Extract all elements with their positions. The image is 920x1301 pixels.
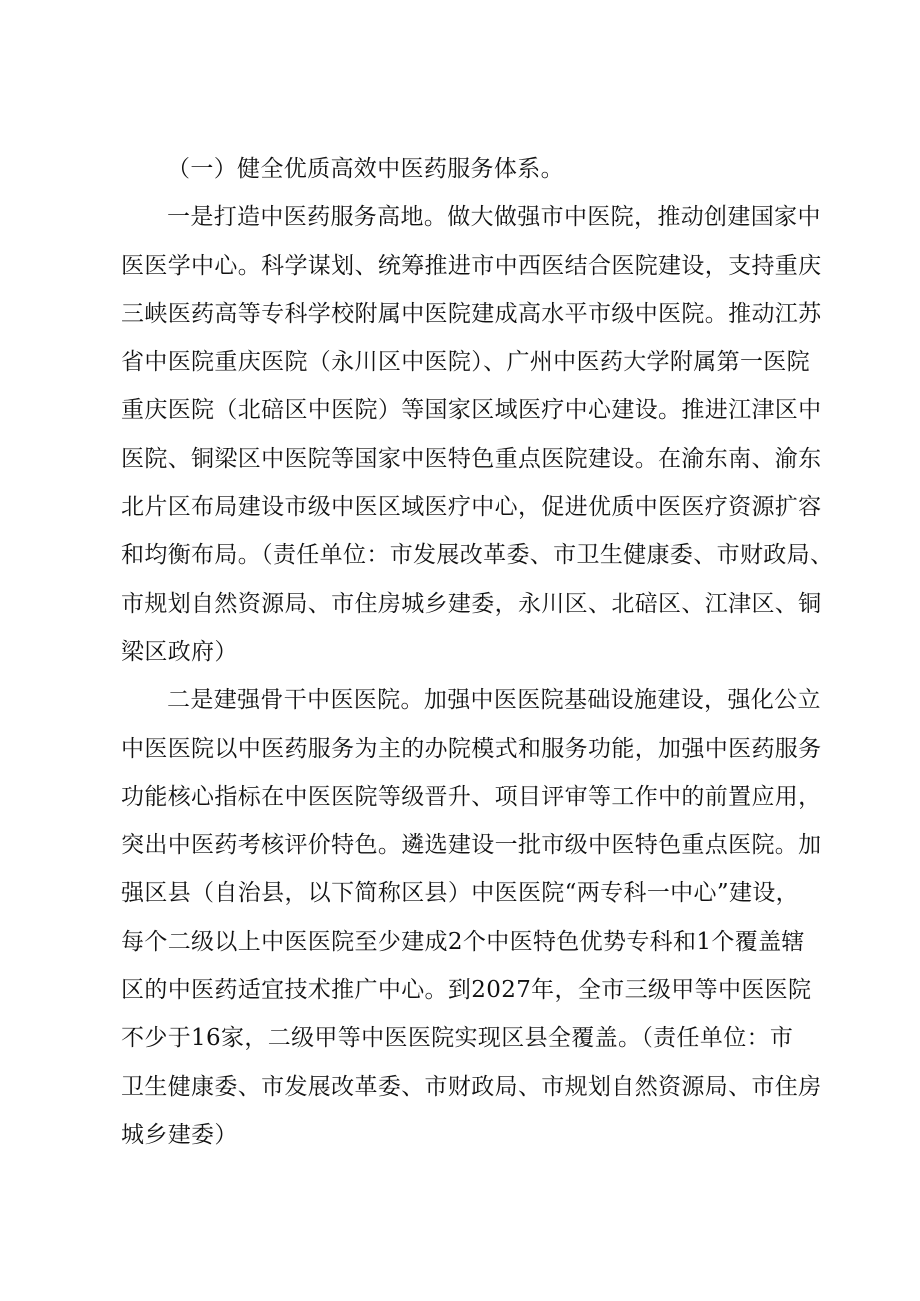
paragraph-line: 卫生健康委、市发展改革委、市财政局、市规划自然资源局、市住房	[121, 1073, 822, 1100]
paragraph-line: 功能核心指标在中医医院等级晋升、项目评审等工作中的前置应用，	[121, 783, 822, 810]
document-body	[121, 145, 834, 1159]
paragraph-line: 三峡医药高等专科学校附属中医院建成高水平市级中医院。推动江苏	[121, 300, 822, 327]
paragraph-line: 不少于16家，二级甲等中医医院实现区县全覆盖。（责任单位：市	[121, 1025, 794, 1052]
paragraph-line: 区的中医药适宜技术推广中心。到2027年，全市三级甲等中医医院	[121, 977, 812, 1004]
paragraph-line: 北片区布局建设市级中医区域医疗中心，促进优质中医医疗资源扩容	[121, 494, 822, 521]
paragraph-line: 重庆医院（北碚区中医院）等国家区域医疗中心建设。推进江津区中	[121, 397, 822, 424]
paragraph-line: 突出中医药考核评价特色。遴选建设一批市级中医特色重点医院。加	[121, 832, 822, 859]
paragraph-line: 医医学中心。科学谋划、统筹推进市中西医结合医院建设，支持重庆	[121, 252, 822, 279]
paragraph-service-highland	[121, 193, 834, 676]
paragraph-backbone-hospitals	[121, 676, 821, 1159]
paragraph-line: 和均衡布局。（责任单位：市发展改革委、市卫生健康委、市财政局、	[121, 542, 834, 569]
paragraph-line: 市规划自然资源局、市住房城乡建委，永川区、北碚区、江津区、铜	[121, 590, 822, 617]
paragraph-line: 梁区政府）	[121, 638, 238, 665]
paragraph-line: 每个二级以上中医医院至少建成2个中医特色优势专科和1个覆盖辖	[121, 928, 805, 955]
paragraph-line: 二是建强骨干中医医院。加强中医医院基础设施建设，强化公立	[167, 687, 821, 714]
paragraph-line: 省中医院重庆医院（永川区中医院）、广州中医药大学附属第一医院	[121, 349, 810, 376]
paragraph-line: 城乡建委）	[121, 1121, 238, 1148]
paragraph-line: 一是打造中医药服务高地。做大做强市中医院，推动创建国家中	[167, 204, 821, 231]
paragraph-line: 医院、铜梁区中医院等国家中医特色重点医院建设。在渝东南、渝东	[121, 445, 822, 472]
section-heading: （一）健全优质高效中医药服务体系。	[167, 156, 564, 182]
paragraph-line: 中医医院以中医药服务为主的办院模式和服务功能，加强中医药服务	[121, 735, 822, 762]
paragraph-line: 强区县（自治县，以下简称区县）中医医院“两专科一中心”建设，	[121, 880, 800, 907]
